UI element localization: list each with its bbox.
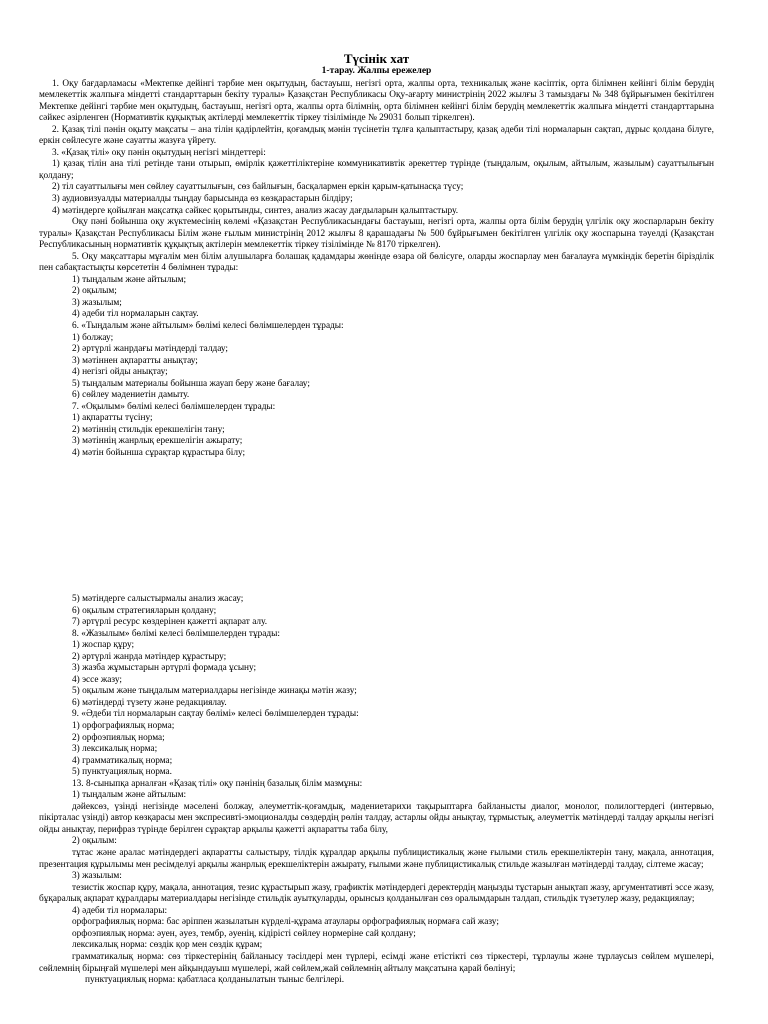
paragraph: 3) мәтіннің жанрлық ерекшелігін ажырату; (72, 436, 243, 447)
paragraph: 4) грамматикалық норма; (72, 755, 173, 766)
paragraph: 6) мәтіндерді түзету және редакциялау. (72, 697, 227, 708)
paragraph: 4) мәтіндерге қойылған мақсатқа сәйкес қорытынды, синтез, анализ жасау дағдыларын қалыптастыру. (52, 205, 459, 216)
bottom-paragraphs (39, 594, 714, 987)
paragraph: 1) қазақ тілін ана тілі ретінде тани отырып, өмірлік қажеттіліктеріне коммуникативтік әрекеттер түрінде (тыңдалым, оқылым, айтылым, жазылым) сауаттылығын қолдану; (39, 159, 714, 181)
paragraph: 3. «Қазақ тілі» оқу пәнін оқытудың негізгі міндеттері: (52, 147, 266, 158)
paragraph: пунктуациялық норма: қабатласа қолданылатын тыныс белгілері. (85, 975, 345, 986)
paragraph: 5) мәтіндерге салыстырмалы анализ жасау; (72, 594, 244, 604)
paragraph: 6) оқылым стратегияларын қолдану; (72, 605, 217, 616)
paragraph: 2) мәтіннің стильдік ерекшелігін тану; (72, 424, 225, 435)
paragraph: 1) жоспар құру; (72, 640, 135, 651)
paragraph: 2) әртүрлі жанрдағы мәтіндерді талдау; (72, 344, 228, 355)
paragraph: 4) негізгі ойды анықтау; (72, 367, 168, 378)
paragraph: дәйексөз, үзінді негізінде мәселені болжау, әлеуметтік-қоғамдық, мәдениетарихи тақырыптарға байланысты диалог, монолог, полилогтердегі (интервью, пікірталас үзінді) автор көзқарасы мен экспресивті-эмоционалды сөздердің рөлін талдау, астарлы ойды анықтау, тұрмыстық, әлеуметтік мәтіндерді талдау арқылы негізгі ойды анықтау, перифраз түрінде берілген сұрақтар арқылы қажетті ақпаратты таба білу, (39, 801, 714, 835)
paragraph: 13. 8-сыныпқа арналған «Қазақ тілі» оқу пәнінің базалық білім мазмұны: (72, 778, 363, 789)
paragraph: 4) эссе жазу; (72, 674, 123, 685)
top-paragraphs (39, 79, 714, 460)
paragraph: 1) тыңдалым және айтылым: (72, 790, 187, 801)
paragraph: 7. «Оқылым» бөлімі келесі бөлімшелерден тұрады: (72, 401, 276, 412)
paragraph: 9. «Әдеби тіл нормаларын сақтау бөлімі» келесі бөлімшелерден тұрады: (72, 709, 359, 720)
document-title: Түсінік хат (343, 51, 410, 66)
paragraph: 2) әртүрлі жанрда мәтіндер құрастыру; (72, 651, 227, 662)
paragraph: 2) орфоэпиялық норма; (72, 732, 165, 743)
paragraph: 5. Оқу мақсаттары мұғалім мен білім алушыларға болашақ қадамдары жөнінде өзара ой бөлісуге, оларды жоспарлау мен бағалауға мүмкіндік беретін бірізділік пен сабақтастықты көрсететін 4 бөлімнен тұрады: (39, 251, 714, 274)
paragraph: 8. «Жазылым» бөлімі келесі бөлімшелерден тұрады: (72, 628, 280, 639)
paragraph: 7) әртүрлі ресурс көздерінен қажетті ақпарат алу. (72, 617, 268, 628)
paragraph: 4) әдеби тіл нормалары: (72, 905, 168, 916)
paragraph: 4) мәтін бойынша сұрақтар құрастыра білу; (72, 448, 246, 458)
paragraph: 1) орфографиялық норма; (72, 721, 175, 732)
paragraph: 1) ақпаратты түсіну; (72, 413, 153, 424)
paragraph: 3) жазылым: (72, 871, 122, 882)
paragraph: 3) жазба жұмыстарын әртүрлі формада ұсыну; (72, 663, 257, 674)
paragraph: 2) оқылым; (72, 286, 117, 297)
paragraph: 2) оқылым: (72, 836, 117, 847)
paragraph: 4) әдеби тіл нормаларын сақтау. (72, 309, 199, 320)
paragraph: 1) болжау; (72, 332, 114, 343)
document-continuation (39, 594, 714, 987)
document-page (39, 52, 714, 460)
paragraph: орфоэпиялық норма: әуен, әуез, тембр, әуенің, кідірісті сөйлеу нормеріне сай қолдану; (72, 928, 416, 939)
paragraph: 2. Қазақ тілі пәнін оқыту мақсаты – ана тілін қадірлейтін, қоғамдық мәнін түсінетін тұлға қалыптастыру, қазақ әдеби тілі нормаларын сақтап, дұрыс қолдана білуге, еркін сөйлесуге және сауатты жазуға үйрету. (39, 124, 714, 147)
paragraph: тезистік жоспар құру, мақала, аннотация, тезис құрастырып жазу, графиктік мәтіндердегі деректердің маңызды тұстарын анықтап жазу, аргументативті эссе жазу, бұқаралық ақпарат құралдары материалдары негізінде стильдік ауытқуларды, орынсыз қолданылған сөз оралымдарын талдап, стильдік түзетулер жазу, редакциялау; (39, 882, 714, 905)
paragraph: 3) лексикалық норма; (72, 744, 158, 755)
paragraph: 2) тіл сауаттылығы мен сөйлеу сауаттылығын, сөз байлығын, басқалармен еркін қарым-қатынасқа түсу; (52, 182, 464, 193)
paragraph: 1) тыңдалым және айтылым; (72, 274, 187, 285)
paragraph: 3) аудиовизуалды материалды тыңдау барысында өз көзқарастарын білдіру; (52, 193, 353, 204)
paragraph: 5) пунктуациялық норма. (72, 767, 173, 778)
paragraph: тұтас және аралас мәтіндердегі ақпаратты салыстыру, тілдік құралдар арқылы публицистикалық және ғылыми стиль ерекшеліктерін тану, мақала, аннотация, презентация құрылымы мен ресімделуі арқылы жанрлық ерекшеліктерін ажырату, ғылыми және публицистикалық стильде жазылған мәтіндерді талдау, сілтеме жасау; (39, 848, 714, 870)
paragraph: лексикалық норма: сөздік қор мен сөздік құрам; (72, 940, 263, 951)
paragraph: грамматикалық норма: сөз тіркестерінің байланысу тәсілдері мен түрлері, есімді және етістікті сөз тіркестері, тұрлаулы және тұрлаусыз сөйлем мүшелері, сөйлемнің бірыңғай мүшелері мен айқындауыш мүшелері, жай сөйлем,жай сөйлемнің айтылу мақсатына қарай бөлінуі; (39, 951, 714, 974)
paragraph: 5) оқылым және тыңдалым материалдары негізінде жинақы мәтін жазу; (72, 686, 357, 697)
paragraph: 3) жазылым; (72, 297, 122, 308)
paragraph: 5) тыңдалым материалы бойынша жауап беру және бағалау; (72, 378, 310, 389)
paragraph: Оқу пәні бойынша оқу жүктемесінің көлемі «Қазақстан Республикасындағы бастауыш, негізгі орта, жалпы орта білім берудің үлгілік оқу жоспарларын бекіту туралы» Қазақстан Республикасы Білім және ғылым министрінің 2012 жылғы 8 қарашадағы № 500 бұйрығымен бекітілген үлгілік оқу жоспарына тәуелді (Қазақстан Республикасының нормативтік құқықтық актілерін мемлекеттік тіркеу тізілімінде № 8170 тіркелген). (39, 217, 714, 251)
paragraph: орфографиялық норма: бас әріппен жазылатын күрделі-құрама атаулары орфографиялық нормаға сай жазу; (72, 917, 499, 928)
section-heading: 1-тарау. Жалпы ережелер (321, 66, 432, 76)
paragraph: 3) мәтіннен ақпаратты анықтау; (72, 355, 198, 366)
paragraph: 6. «Тыңдалым және айтылым» бөлімі келесі бөлімшелерден тұрады: (72, 320, 344, 331)
paragraph: 6) сөйлеу мәдениетін дамыту. (72, 390, 190, 401)
paragraph: 1. Оқу бағдарламасы «Мектепке дейінгі тәрбие мен оқытудың, бастауыш, негізгі орта, жалпы орта, техникалық және кәсіптік, орта білімнен кейінгі білім берудің мемлекеттік жалпыға міндетті стандарттарын бекіту туралы» Қазақстан Республикасы Оқу-ағарту министрінің 2022 жылғы 3 тамыздағы № 348 бұйрығымен бекітілген Мектепке дейінгі тәрбие мен оқытудың, бастауыш, негізгі орта, жалпы орта білімнің, орта білімнен кейінгі білім берудің мемлекеттік жалпыға міндетті стандарттарына сәйкес әзірленген (Нормативтік құқықтық актілерді мемлекеттік тіркеу тізілімінде № 29031 болып тіркелген). (39, 78, 714, 124)
